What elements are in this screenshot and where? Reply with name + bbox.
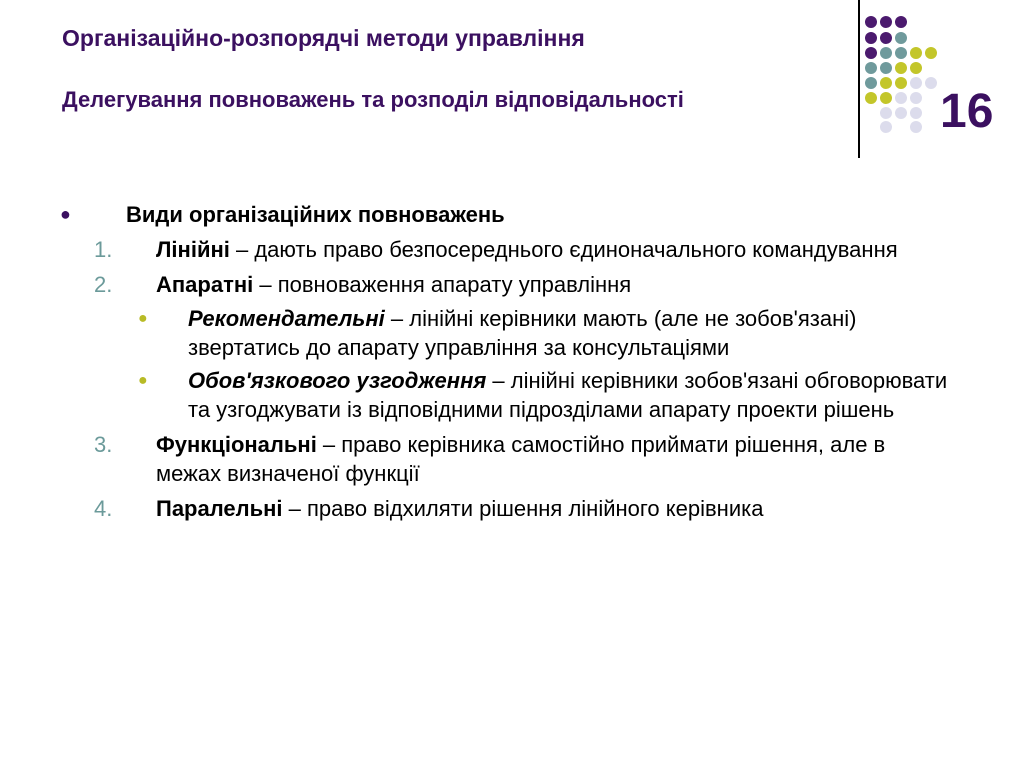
item-term: Апаратні <box>156 272 254 297</box>
item-term: Паралельні <box>156 496 283 521</box>
dot <box>880 32 892 44</box>
item-text: – право відхиляти рішення лінійного керівника <box>282 496 764 521</box>
dot <box>895 77 907 89</box>
dot <box>895 107 907 119</box>
bullet-dot-icon: ● <box>60 204 71 224</box>
dot <box>865 32 877 44</box>
list-item <box>94 430 960 488</box>
content-heading: Види організаційних повноважень <box>126 202 505 227</box>
item-text: – дають право безпосереднього єдиноначального командування <box>229 237 898 262</box>
dot <box>910 77 922 89</box>
divider-line <box>858 0 860 158</box>
dot <box>895 62 907 74</box>
list-item <box>94 270 960 299</box>
sub-list-item <box>138 304 960 362</box>
slide-subtitle: Делегування повноважень та розподіл відповідальності <box>62 87 684 112</box>
dot <box>865 77 877 89</box>
sub-list-item <box>138 366 960 424</box>
dot <box>865 92 877 104</box>
dot <box>865 16 877 28</box>
slide-number: 16 <box>940 85 994 138</box>
item-text: – повноваження апарату управління <box>253 272 632 297</box>
subitem-term: Рекомендательні <box>188 306 385 331</box>
subitem-term: Обов'язкового узгодження <box>188 368 487 393</box>
dot <box>880 107 892 119</box>
list-number: 1. <box>94 237 113 262</box>
dot <box>910 47 922 59</box>
dot <box>925 77 937 89</box>
item-term: Функціональні <box>156 432 317 457</box>
list-number: 4. <box>94 496 113 521</box>
list-item <box>94 494 960 523</box>
dot <box>880 47 892 59</box>
subitem-text: – лінійні керівники мають (але не зобов'язані) звертатись до апарату управління за консультаціями <box>188 306 857 360</box>
bullet-dot-icon: ● <box>138 310 148 327</box>
dot <box>865 62 877 74</box>
dot <box>910 107 922 119</box>
dot <box>895 32 907 44</box>
dot <box>895 47 907 59</box>
dot <box>910 92 922 104</box>
list-number: 3. <box>94 432 113 457</box>
dot <box>895 16 907 28</box>
dot <box>880 121 892 133</box>
dot <box>880 92 892 104</box>
item-text: – право керівника самостійно приймати рішення, але в межах визначеної функції <box>156 432 886 486</box>
dot <box>880 16 892 28</box>
slide-title: Організаційно-розпорядчі методи управління <box>62 25 585 51</box>
item-term: Лінійні <box>156 237 230 262</box>
dot <box>880 77 892 89</box>
main-bullet <box>60 200 960 229</box>
list-item <box>94 235 960 264</box>
decorative-dot-grid <box>863 14 945 136</box>
dot <box>910 62 922 74</box>
dot <box>925 47 937 59</box>
dot <box>910 121 922 133</box>
slide-body <box>60 200 960 528</box>
dot <box>865 47 877 59</box>
dot <box>895 92 907 104</box>
bullet-dot-icon: ● <box>138 372 148 389</box>
dot <box>880 62 892 74</box>
list-number: 2. <box>94 272 113 297</box>
subitem-text: – лінійні керівники зобов'язані обговорювати та узгоджувати із відповідними підрозділами апарату проекти рішень <box>188 368 948 422</box>
